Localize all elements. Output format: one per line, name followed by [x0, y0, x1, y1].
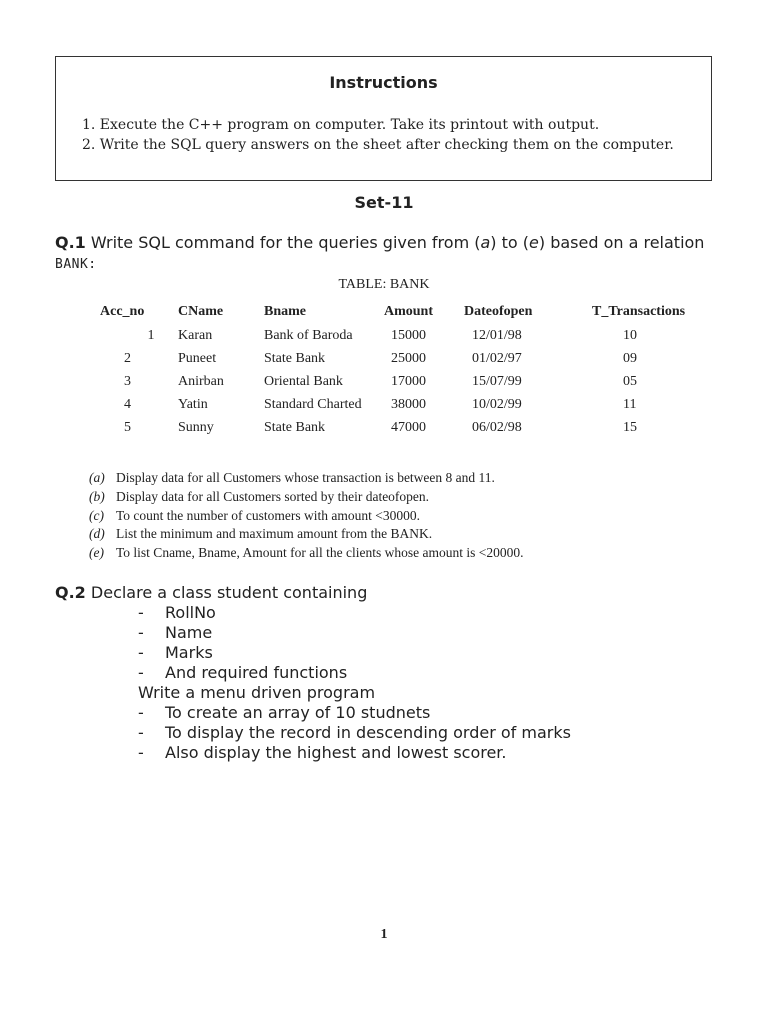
relation-name: BANK:	[55, 257, 97, 272]
question-text: ) to (	[490, 233, 530, 252]
part-label: (d)	[89, 526, 105, 542]
column-header: Amount	[384, 304, 434, 319]
table-cell: Bank of Baroda	[264, 327, 353, 343]
part-text: List the minimum and maximum amount from the BANK.	[116, 526, 433, 542]
part-ref: a	[480, 233, 491, 252]
column-header: Bname	[264, 304, 306, 319]
table-cell: Yatin	[178, 396, 208, 412]
list-item	[89, 469, 524, 488]
item-text: Also display the highest and lowest scorer.	[165, 743, 507, 762]
table-row	[100, 370, 702, 393]
dash-bullet: -	[138, 723, 144, 742]
part-label: (a)	[89, 470, 105, 485]
table-cell: 01/02/97	[472, 350, 522, 366]
list-item	[138, 663, 347, 683]
question-2	[55, 583, 705, 603]
table-header-row	[100, 300, 702, 324]
table-cell: 17000	[391, 373, 426, 389]
part-text: Display data for all Customers sorted by their dateofopen.	[116, 488, 430, 504]
part-label: (b)	[89, 488, 105, 504]
part-text: Display data for all Customers whose transaction is between 8 and 11.	[116, 470, 495, 485]
list-item	[138, 723, 571, 743]
table-row	[100, 416, 702, 439]
list-item	[138, 603, 347, 623]
table-row	[100, 347, 702, 370]
set-title: Set-11	[354, 193, 414, 212]
instructions-box	[55, 56, 712, 181]
question-text: Write SQL command for the queries given from (	[85, 233, 481, 252]
column-header: T_Transactions	[592, 304, 686, 319]
menu-program-text: Write a menu driven program	[138, 683, 376, 702]
table-cell: State Bank	[264, 350, 326, 366]
table-cell: 3	[124, 373, 131, 389]
table-cell: 05	[623, 373, 637, 389]
list-item	[89, 544, 524, 563]
question-text: ) based on a relation	[538, 233, 705, 252]
item-text: Name	[165, 623, 213, 642]
table-cell: 09	[623, 350, 637, 366]
table-cell: 4	[124, 396, 131, 412]
instruction-item: 1. Execute the C++ program on computer. Take its printout with output.	[82, 117, 600, 133]
part-ref: e	[529, 233, 539, 252]
table-cell: 10/02/99	[472, 396, 522, 412]
column-header: Dateofopen	[464, 304, 533, 319]
dash-bullet: -	[138, 623, 144, 642]
page-number: 1	[380, 927, 388, 942]
item-text: To display the record in descending order of marks	[165, 723, 571, 742]
question-number: Q.2	[55, 583, 86, 602]
table-cell: 12/01/98	[472, 327, 522, 343]
column-header: CName	[178, 304, 224, 319]
table-cell: Karan	[178, 327, 213, 343]
list-item	[89, 525, 524, 544]
table-cell: 5	[124, 419, 131, 435]
q1-parts-list	[89, 469, 524, 563]
table-cell: 15	[623, 419, 637, 435]
table-cell: 2	[124, 350, 131, 366]
list-item	[138, 743, 571, 763]
question-text: Declare a class student containing	[85, 583, 368, 602]
table-cell: Oriental Bank	[264, 373, 343, 389]
instruction-item: 2. Write the SQL query answers on the sheet after checking them on the computer.	[82, 137, 674, 153]
dash-bullet: -	[138, 643, 144, 662]
list-item	[89, 507, 524, 526]
dash-bullet: -	[138, 603, 144, 622]
table-cell: Standard Charted	[264, 396, 362, 412]
part-label: (c)	[89, 507, 104, 523]
table-cell: 1	[147, 327, 155, 343]
column-header: Acc_no	[100, 304, 145, 319]
table-cell: 11	[623, 396, 637, 412]
table-row	[100, 324, 702, 347]
item-text: Marks	[165, 643, 213, 662]
part-text: To count the number of customers with amount <30000.	[116, 507, 420, 523]
item-text: And required functions	[165, 663, 348, 682]
list-item	[89, 488, 524, 507]
program-tasks-list	[138, 703, 571, 763]
table-cell: 10	[623, 327, 637, 343]
question-number: Q.1	[55, 233, 86, 252]
class-members-list	[138, 603, 347, 683]
table-cell: 15000	[391, 327, 426, 343]
dash-bullet: -	[138, 663, 144, 682]
instructions-title: Instructions	[329, 73, 438, 92]
item-text: RollNo	[165, 603, 216, 622]
item-text: To create an array of 10 studnets	[165, 703, 431, 722]
list-item	[138, 703, 571, 723]
question-1	[55, 233, 705, 275]
table-cell: Anirban	[178, 373, 224, 389]
table-cell: State Bank	[264, 419, 326, 435]
list-item	[138, 643, 347, 663]
table-cell: 06/02/98	[472, 419, 522, 435]
table-row	[100, 393, 702, 416]
bank-table	[100, 300, 702, 439]
table-cell: 47000	[391, 419, 426, 435]
table-cell: Puneet	[178, 350, 217, 366]
part-text: To list Cname, Bname, Amount for all the clients whose amount is <20000.	[116, 545, 524, 561]
list-item	[138, 623, 347, 643]
table-cell: 25000	[391, 350, 426, 366]
table-cell: Sunny	[178, 419, 214, 435]
part-label: (e)	[89, 545, 104, 561]
table-cell: 38000	[391, 396, 426, 412]
instructions-list	[82, 115, 674, 155]
table-cell: 15/07/99	[472, 373, 522, 389]
table-title: TABLE: BANK	[338, 277, 430, 292]
dash-bullet: -	[138, 743, 144, 762]
dash-bullet: -	[138, 703, 144, 722]
